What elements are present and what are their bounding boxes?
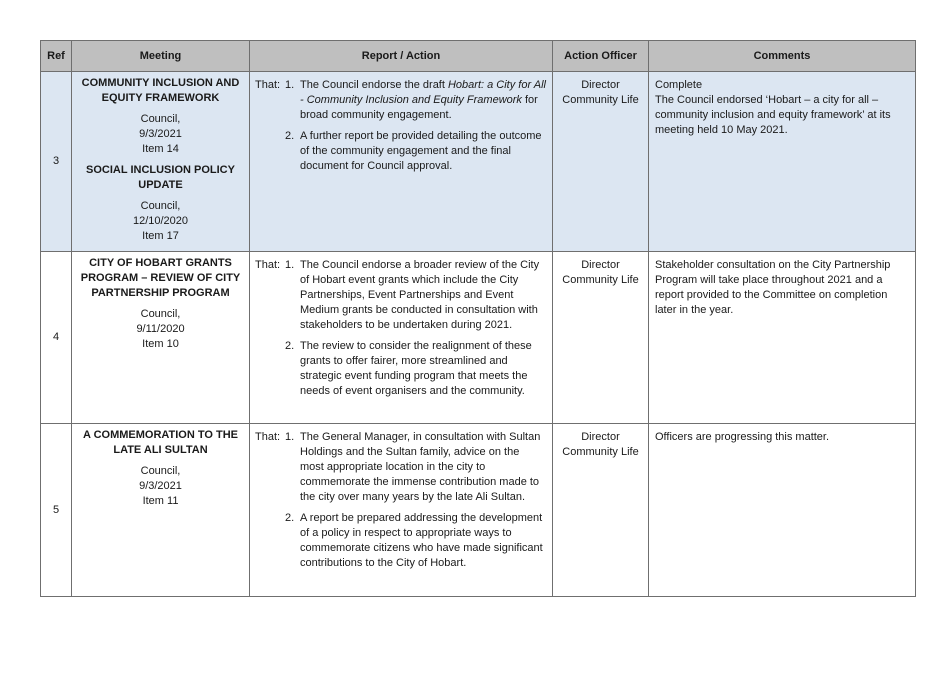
action-text: A further report be provided detailing the outcome of the community engagement and the final document for Council approval.	[300, 130, 542, 172]
meeting-body: Council,	[140, 465, 181, 477]
officer-title: Director	[581, 259, 620, 271]
action-text-pre: The Council endorse the draft	[300, 79, 448, 91]
meeting-block	[78, 256, 243, 352]
comments-cell	[649, 424, 916, 597]
table-row	[41, 252, 916, 424]
meeting-cell	[72, 424, 250, 597]
comments-cell	[649, 72, 916, 252]
action-text: The review to consider the realignment of these grants to offer fairer, more streamlined and strategic event funding program that meets the needs of event organisers and the community.	[300, 340, 532, 397]
action-list	[285, 258, 546, 399]
header-officer: Action Officer	[553, 41, 649, 72]
action-number: 2.	[285, 130, 295, 142]
meeting-block	[78, 163, 243, 244]
table-row	[41, 424, 916, 597]
comment-status: Complete	[655, 79, 703, 91]
that-label: That:	[255, 259, 281, 271]
action-item	[285, 258, 546, 333]
meeting-title: CITY OF HOBART GRANTS PROGRAM – REVIEW OF CITY PARTNERSHIP PROGRAM	[80, 257, 241, 299]
meeting-item: Item 10	[142, 338, 179, 350]
that-label: That:	[255, 79, 281, 91]
ref-cell: 3	[41, 72, 72, 252]
action-text-emphasis: Hobart: a City for All - Community Inclusion and Equity Framework	[300, 79, 546, 106]
meeting-cell	[72, 252, 250, 424]
officer-cell	[553, 424, 649, 597]
meeting-date: 9/3/2021	[139, 128, 182, 140]
action-item	[285, 430, 546, 505]
comment-text: Officers are progressing this matter.	[655, 431, 830, 443]
header-report: Report / Action	[250, 41, 553, 72]
action-number: 2.	[285, 340, 295, 352]
action-text: The Council endorse a broader review of the City of Hobart event grants which include the City Partnerships, Event Partnerships and Event Medium grants be conducted in consultation with stakeholders to be undertaken during 2021.	[300, 259, 540, 331]
meeting-body: Council,	[140, 308, 181, 320]
report-cell	[250, 72, 553, 252]
meeting-body: Council,	[140, 200, 181, 212]
officer-title: Director	[581, 79, 620, 91]
comment-text: The Council endorsed ‘Hobart – a city for all – community inclusion and equity framework’ at its meeting held 10 May 2021.	[655, 94, 891, 136]
meeting-date: 9/11/2020	[136, 323, 185, 335]
resolution	[255, 78, 546, 174]
resolution	[255, 258, 546, 399]
officer-cell	[553, 252, 649, 424]
meeting-cell	[72, 72, 250, 252]
meeting-block	[78, 428, 243, 509]
meeting-item: Item 14	[142, 143, 179, 155]
meeting-title: A COMMEMORATION TO THE LATE ALI SULTAN	[82, 429, 238, 456]
meeting-title: SOCIAL INCLUSION POLICY UPDATE	[86, 164, 235, 191]
officer-unit: Community Life	[562, 94, 639, 106]
header-comments: Comments	[649, 41, 916, 72]
meeting-item: Item 17	[142, 230, 179, 242]
action-item	[285, 78, 546, 123]
action-list	[285, 430, 546, 571]
officer-unit: Community Life	[562, 446, 639, 458]
action-number: 2.	[285, 512, 295, 524]
action-item	[285, 339, 546, 399]
officer-unit: Community Life	[562, 274, 639, 286]
header-row	[41, 41, 916, 72]
ref-cell: 5	[41, 424, 72, 597]
ref-cell: 4	[41, 252, 72, 424]
meeting-body: Council,	[140, 113, 181, 125]
officer-cell	[553, 72, 649, 252]
that-label: That:	[255, 431, 281, 443]
report-cell	[250, 252, 553, 424]
action-number: 1.	[285, 431, 295, 443]
report-cell	[250, 424, 553, 597]
table-row	[41, 72, 916, 252]
meeting-title: COMMUNITY INCLUSION AND EQUITY FRAMEWORK	[81, 77, 240, 104]
action-number: 1.	[285, 79, 295, 91]
action-text	[300, 78, 546, 123]
action-text: A report be prepared addressing the development of a policy in respect to appropriate ways to commemorate citizens who have made significant contributions to the City of Hobart.	[300, 512, 543, 569]
resolution	[255, 430, 546, 571]
meeting-block	[78, 76, 243, 157]
comments-cell	[649, 252, 916, 424]
comment-text: Stakeholder consultation on the City Partnership Program will take place throughout 2021 and a report provided to the Committee on completion later in the year.	[655, 259, 891, 316]
action-item	[285, 129, 546, 174]
action-number: 1.	[285, 259, 295, 271]
officer-title: Director	[581, 431, 620, 443]
header-ref: Ref	[41, 41, 72, 72]
meeting-date: 9/3/2021	[139, 480, 182, 492]
action-text-post: for broad community engagement.	[300, 94, 538, 121]
action-text: The General Manager, in consultation with Sultan Holdings and the Sultan family, advice on the most appropriate location in the city to commemorate the immense contribution made to the city over many years by the late Ali Sultan.	[300, 431, 541, 503]
action-item	[285, 511, 546, 571]
meeting-date: 12/10/2020	[132, 215, 189, 227]
header-meeting: Meeting	[72, 41, 250, 72]
action-table	[40, 40, 916, 597]
meeting-item: Item 11	[142, 495, 179, 507]
action-list	[285, 78, 546, 174]
